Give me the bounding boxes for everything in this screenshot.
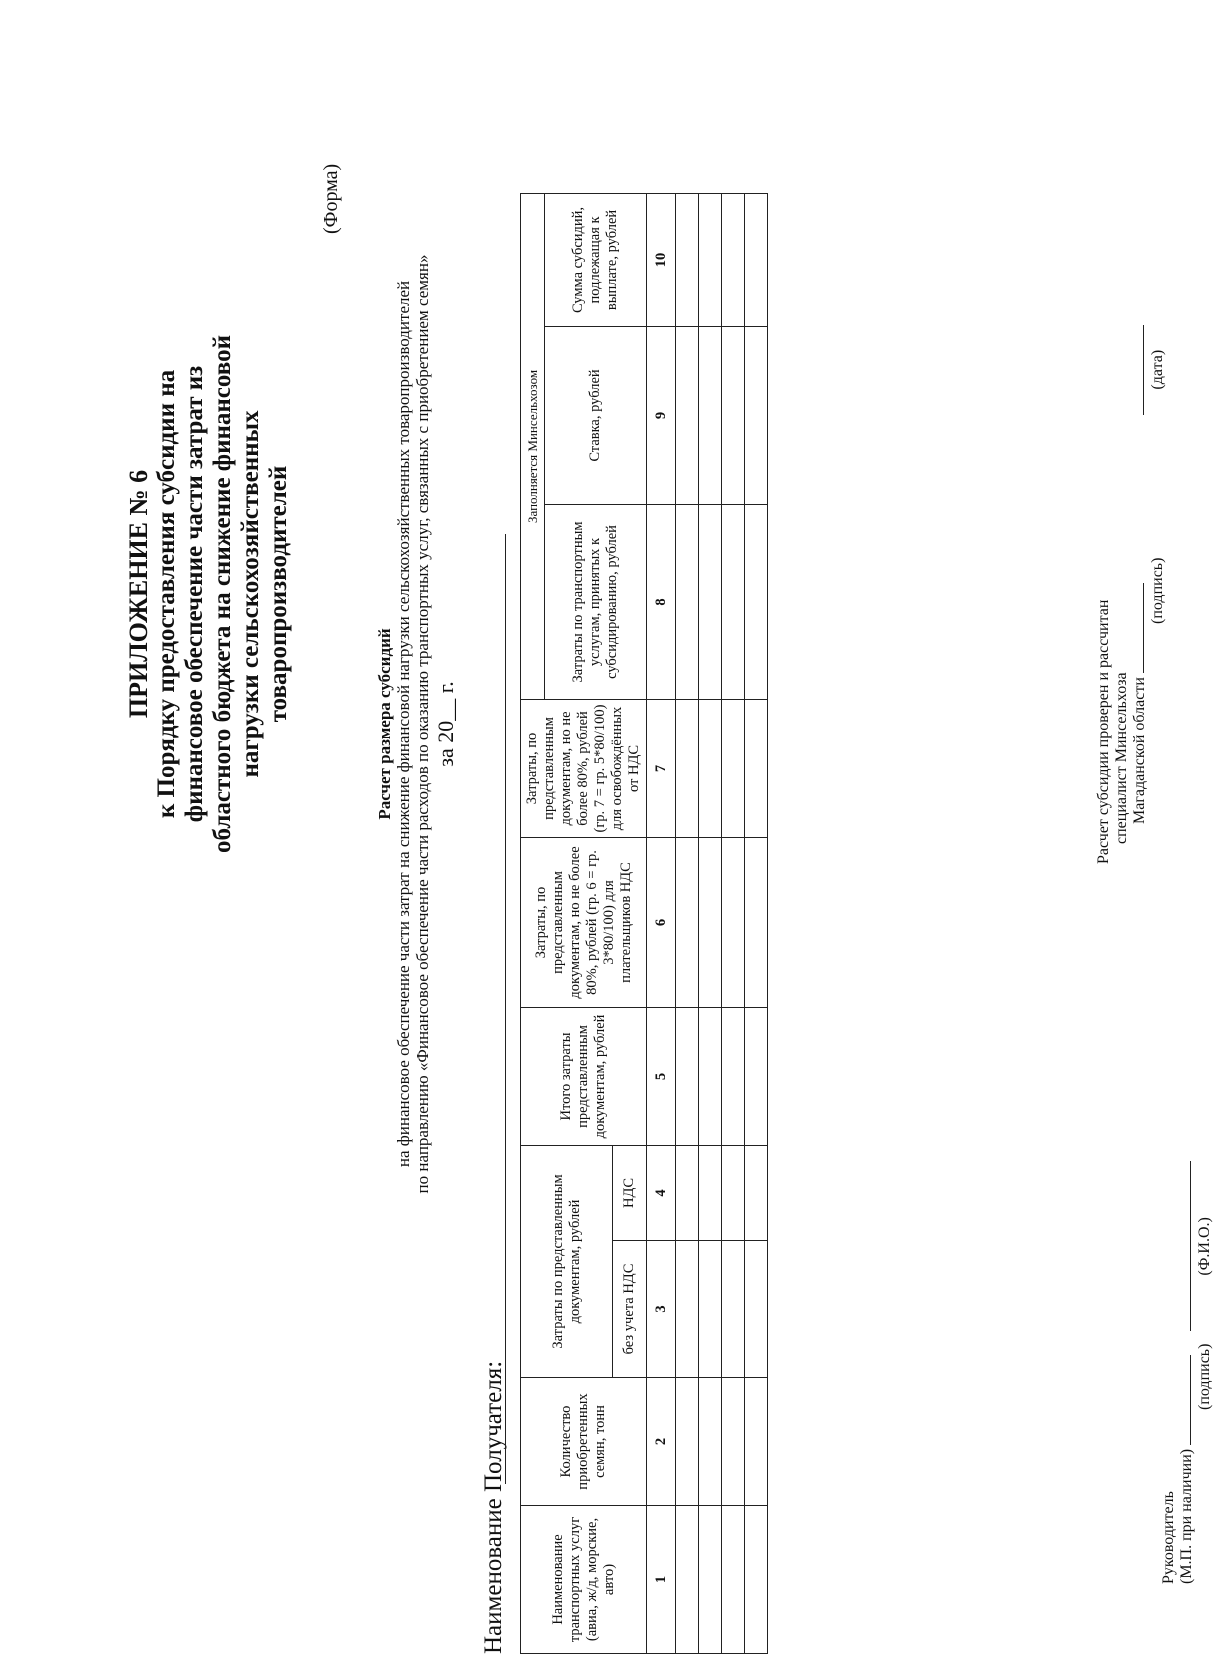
column-number: 7 bbox=[647, 699, 676, 837]
appendix-line: финансовое обеспечение части затрат из bbox=[181, 365, 208, 823]
table-cell[interactable] bbox=[722, 326, 745, 504]
column-number: 2 bbox=[647, 1378, 676, 1506]
table-cell[interactable] bbox=[676, 837, 699, 1007]
table-cell[interactable] bbox=[699, 699, 722, 837]
table-cell[interactable] bbox=[699, 326, 722, 504]
table-cell[interactable] bbox=[699, 504, 722, 699]
column-number: 3 bbox=[647, 1241, 676, 1378]
table-cell[interactable] bbox=[722, 1007, 745, 1145]
specialist-date-caption: (дата) bbox=[1149, 349, 1166, 390]
checked-label-line-3: Магаданской области bbox=[1131, 677, 1148, 824]
table-cell[interactable] bbox=[676, 699, 699, 837]
table-cell[interactable] bbox=[676, 1378, 699, 1506]
appendix-header bbox=[125, 214, 293, 974]
specialist-signature-caption: (подпись) bbox=[1149, 557, 1166, 624]
head-signature-line[interactable] bbox=[1190, 1355, 1191, 1445]
column-number: 8 bbox=[647, 504, 676, 699]
table-cell[interactable] bbox=[722, 1145, 745, 1240]
header-seed-quantity: Количество приобретенных семян, тонн bbox=[521, 1378, 647, 1506]
table-cell[interactable] bbox=[699, 1145, 722, 1240]
header-service-name: Наименование транспортных услуг (авиа, ж/д, морские, авто) bbox=[521, 1506, 647, 1654]
table-cell[interactable] bbox=[722, 837, 745, 1007]
form-label: (Форма) bbox=[320, 163, 342, 234]
table-cell[interactable] bbox=[699, 193, 722, 326]
appendix-line: товаропроизводителей bbox=[265, 465, 292, 723]
table-row[interactable] bbox=[722, 193, 745, 1653]
table-cell[interactable] bbox=[722, 699, 745, 837]
calculation-table bbox=[520, 193, 768, 1654]
head-fio-caption: (Ф.И.О.) bbox=[1196, 1217, 1213, 1276]
table-cell[interactable] bbox=[699, 837, 722, 1007]
calculation-subtitle-line-1: на финансовое обеспечение части затрат на снижение финансовой нагрузки сельскохозяйственных товаропроизводителей bbox=[394, 280, 413, 1168]
header-document-costs: Затраты по представленным документам, рублей bbox=[521, 1145, 613, 1377]
table-cell[interactable] bbox=[722, 193, 745, 326]
checked-label-line-1: Расчет субсидии проверен и рассчитан bbox=[1095, 599, 1112, 864]
appendix-title: ПРИЛОЖЕНИЕ № 6 bbox=[124, 469, 153, 719]
table-cell[interactable] bbox=[745, 837, 768, 1007]
calculation-period: за 20__ г. bbox=[433, 681, 458, 767]
head-label: Руководитель bbox=[1160, 1491, 1177, 1584]
header-ministry-group: Заполняется Минсельхозом bbox=[521, 193, 545, 699]
header-total-costs: Итого затраты представленным документам, рублей bbox=[521, 1007, 647, 1145]
appendix-line: областного бюджета на снижение финансовой bbox=[209, 334, 236, 854]
table-cell[interactable] bbox=[699, 1378, 722, 1506]
table-row[interactable] bbox=[676, 193, 699, 1653]
header-rate: Ставка, рублей bbox=[545, 326, 647, 504]
header-subsidy-amount: Сумма субсидий, подлежащая к выплате, рублей bbox=[545, 193, 647, 326]
table-cell[interactable] bbox=[722, 1378, 745, 1506]
table-cell[interactable] bbox=[745, 326, 768, 504]
table-cell[interactable] bbox=[745, 1506, 768, 1654]
calculation-subtitle-line-2: по направлению «Финансовое обеспечение части расходов по оказанию транспортных услуг, связанных с приобретением семян» bbox=[413, 254, 432, 1194]
checked-label-line-2: специалист Минсельхоза bbox=[1113, 672, 1130, 844]
table-cell[interactable] bbox=[676, 1506, 699, 1654]
table-cell[interactable] bbox=[745, 193, 768, 326]
table-cell[interactable] bbox=[745, 699, 768, 837]
head-signature-block bbox=[1160, 864, 1214, 1584]
table-cell[interactable] bbox=[699, 1506, 722, 1654]
header-costs-vat-payers: Затраты, по представленным документам, но не более 80%, рублей (гр. 6 = гр. 3*80/100) для плательщиков НДС bbox=[521, 837, 647, 1007]
recipient-name-field[interactable] bbox=[505, 534, 506, 1484]
table-cell[interactable] bbox=[676, 1145, 699, 1240]
recipient-label: Наименование Получателя: bbox=[480, 1360, 507, 1654]
table-cell[interactable] bbox=[699, 1007, 722, 1145]
table-cell[interactable] bbox=[676, 326, 699, 504]
table-cell[interactable] bbox=[676, 1007, 699, 1145]
table-cell[interactable] bbox=[722, 504, 745, 699]
table-cell[interactable] bbox=[676, 193, 699, 326]
table-cell[interactable] bbox=[722, 1506, 745, 1654]
table-row[interactable] bbox=[699, 193, 722, 1653]
table-cell[interactable] bbox=[745, 504, 768, 699]
column-number: 6 bbox=[647, 837, 676, 1007]
column-number: 10 bbox=[647, 193, 676, 326]
table-header-row bbox=[521, 193, 545, 1653]
stamp-label: (М.П. при наличии) bbox=[1178, 1448, 1195, 1584]
appendix-line: нагрузки сельскохозяйственных bbox=[237, 410, 264, 778]
calculation-title: Расчет размера субсидий bbox=[375, 628, 394, 820]
head-signature-caption: (подпись) bbox=[1196, 1343, 1213, 1410]
column-number: 4 bbox=[647, 1145, 676, 1240]
column-number: 5 bbox=[647, 1007, 676, 1145]
table-cell[interactable] bbox=[745, 1378, 768, 1506]
header-accepted-costs: Затраты по транспортным услугам, принятых к субсидированию, рублей bbox=[545, 504, 647, 699]
specialist-signature-line[interactable] bbox=[1143, 583, 1144, 673]
table-cell[interactable] bbox=[722, 1241, 745, 1378]
table-cell[interactable] bbox=[745, 1145, 768, 1240]
table-cell[interactable] bbox=[745, 1241, 768, 1378]
specialist-signature-block bbox=[1095, 0, 1167, 864]
calculation-header bbox=[375, 14, 458, 1434]
head-fio-line[interactable] bbox=[1190, 1161, 1191, 1331]
table-column-numbers-row bbox=[647, 193, 676, 1653]
header-vat: НДС bbox=[613, 1145, 647, 1240]
header-without-vat: без учета НДС bbox=[613, 1241, 647, 1378]
column-number: 1 bbox=[647, 1506, 676, 1654]
specialist-date-line[interactable] bbox=[1143, 325, 1144, 415]
header-costs-vat-exempt: Затраты, по представленным документам, но не более 80%, рублей (гр. 7 = гр. 5*80/100) для освобождённых от НДС bbox=[521, 699, 647, 837]
table-cell[interactable] bbox=[676, 1241, 699, 1378]
table-cell[interactable] bbox=[745, 1007, 768, 1145]
table-cell[interactable] bbox=[699, 1241, 722, 1378]
table-cell[interactable] bbox=[676, 504, 699, 699]
column-number: 9 bbox=[647, 326, 676, 504]
appendix-line: к Порядку предоставления субсидии на bbox=[153, 369, 180, 819]
table-row[interactable] bbox=[745, 193, 768, 1653]
